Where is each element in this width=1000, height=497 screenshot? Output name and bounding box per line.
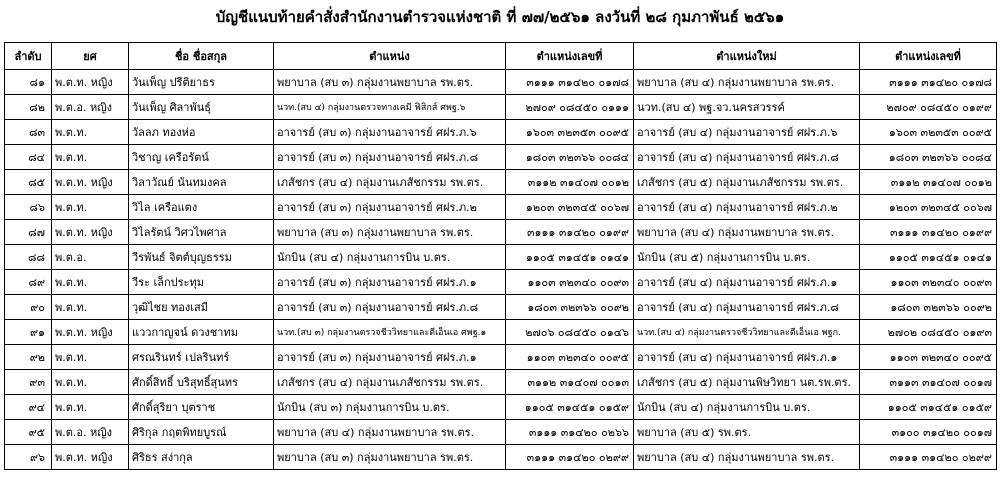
table-row bbox=[5, 395, 997, 420]
cell-new-position-number: ๒๗๐๒ ๐๘๔๕๐ ๐๑๙๓ bbox=[860, 320, 997, 345]
table-row bbox=[5, 170, 997, 195]
cell-position: พยาบาล (สบ ๓) กลุ่มงานพยาบาล รพ.ตร. bbox=[274, 220, 506, 245]
cell-name: วันเพ็ญ ศิลาพันธุ์ bbox=[129, 95, 274, 120]
cell-new-position-number: ๓๑๑๑ ๓๑๔๒๐ ๐๒๙๙ bbox=[860, 445, 997, 470]
cell-rank: พ.ต.ท. หญิง bbox=[52, 70, 129, 95]
cell-new-position: อาจารย์ (สบ ๔) กลุ่มงานอาจารย์ ศฝร.ภ.๘ bbox=[634, 295, 860, 320]
cell-new-position-number: ๒๗๐๙ ๐๘๔๕๐ ๐๑๙๙ bbox=[860, 95, 997, 120]
table-row bbox=[5, 445, 997, 470]
cell-order: ๘๕ bbox=[5, 170, 52, 195]
cell-position-number: ๓๑๑๑ ๓๑๔๒๐ ๐๑๗๘ bbox=[506, 70, 634, 95]
cell-position: อาจารย์ (สบ ๓) กลุ่มงานอาจารย์ ศฝร.ภ.๑ bbox=[274, 345, 506, 370]
cell-order: ๙๔ bbox=[5, 395, 52, 420]
cell-position-number: ๑๑๐๓ ๓๒๓๔๐ ๐๐๙๕ bbox=[506, 345, 634, 370]
table-row bbox=[5, 370, 997, 395]
cell-new-position: เภสัชกร (สบ ๕) กลุ่มงานเภสัชกรรม รพ.ตร. bbox=[634, 170, 860, 195]
table-row bbox=[5, 95, 997, 120]
cell-position-number: ๒๗๐๖ ๐๘๔๕๐ ๐๑๔๖ bbox=[506, 320, 634, 345]
cell-position: อาจารย์ (สบ ๓) กลุ่มงานอาจารย์ ศฝร.ภ.๒ bbox=[274, 195, 506, 220]
personnel-table bbox=[4, 42, 997, 470]
cell-name: แววกาญจน์ ดวงชาทม bbox=[129, 320, 274, 345]
cell-order: ๘๓ bbox=[5, 120, 52, 145]
document-title: บัญชีแนบท้ายคำสั่งสำนักงานตำรวจแห่งชาติ ที่ ๗๗/๒๕๖๑ ลงวันที่ ๒๘ กุมภาพันธ์ ๒๕๖๑ bbox=[215, 8, 785, 26]
cell-position: นวท.(สบ ๔) กลุ่มงานตรวจทางเคมี ฟิสิกส์ ศพฐ.๖ bbox=[274, 95, 506, 120]
cell-order: ๙๐ bbox=[5, 295, 52, 320]
cell-position: อาจารย์ (สบ ๓) กลุ่มงานอาจารย์ ศฝร.ภ.๘ bbox=[274, 295, 506, 320]
cell-position-number: ๑๑๐๓ ๓๒๓๔๐ ๐๐๙๓ bbox=[506, 270, 634, 295]
cell-new-position: อาจารย์ (สบ ๔) กลุ่มงานอาจารย์ ศฝร.ภ.๑ bbox=[634, 345, 860, 370]
cell-order: ๘๖ bbox=[5, 195, 52, 220]
cell-new-position: พยาบาล (สบ ๕) รพ.ตร. bbox=[634, 420, 860, 445]
cell-position: พยาบาล (สบ ๓) กลุ่มงานพยาบาล รพ.ตร. bbox=[274, 445, 506, 470]
cell-new-position-number: ๑๘๐๓ ๓๒๓๖๖ ๐๐๙๒ bbox=[860, 295, 997, 320]
cell-position-number: ๑๒๐๓ ๓๒๓๔๕ ๐๐๖๗ bbox=[506, 195, 634, 220]
cell-rank: พ.ต.ท. หญิง bbox=[52, 170, 129, 195]
table-row bbox=[5, 120, 997, 145]
cell-position: นักบิน (สบ ๔) กลุ่มงานการบิน บ.ตร. bbox=[274, 245, 506, 270]
cell-new-position: นักบิน (สบ ๔) กลุ่มงานการบิน บ.ตร. bbox=[634, 395, 860, 420]
cell-name: วิไล เครือแตง bbox=[129, 195, 274, 220]
cell-rank: พ.ต.ท. bbox=[52, 370, 129, 395]
cell-name: ศรณรินทร์ เปลรินทร์ bbox=[129, 345, 274, 370]
cell-new-position: เภสัชกร (สบ ๕) กลุ่มงานพิษวิทยา นต.รพ.ตร. bbox=[634, 370, 860, 395]
table-row bbox=[5, 245, 997, 270]
cell-rank: พ.ต.อ. หญิง bbox=[52, 95, 129, 120]
cell-position-number: ๓๑๑๑ ๓๑๔๒๐ ๐๑๙๙ bbox=[506, 220, 634, 245]
cell-order: ๘๗ bbox=[5, 220, 52, 245]
cell-position-number: ๓๑๑๑ ๓๑๔๒๐ ๐๒๙๙ bbox=[506, 445, 634, 470]
cell-rank: พ.ต.ท. bbox=[52, 145, 129, 170]
cell-order: ๙๑ bbox=[5, 320, 52, 345]
cell-rank: พ.ต.ท. bbox=[52, 395, 129, 420]
cell-position: นักบิน (สบ ๓) กลุ่มงานการบิน บ.ตร. bbox=[274, 395, 506, 420]
table-row bbox=[5, 320, 997, 345]
cell-order: ๘๘ bbox=[5, 245, 52, 270]
cell-new-position: นักบิน (สบ ๕) กลุ่มงานการบิน บ.ตร. bbox=[634, 245, 860, 270]
header-position-number: ตำแหน่งเลขที่ bbox=[506, 43, 634, 70]
cell-position-number: ๓๑๑๑ ๓๑๔๒๐ ๐๒๖๖ bbox=[506, 420, 634, 445]
cell-position: นวท.(สบ ๓) กลุ่มงานตรวจชีววิทยาและดีเอ็นเอ ศพฐ.๑ bbox=[274, 320, 506, 345]
cell-position-number: ๓๑๑๒ ๓๑๔๐๗ ๐๐๑๒ bbox=[506, 170, 634, 195]
cell-new-position: พยาบาล (สบ ๔) กลุ่มงานพยาบาล รพ.ตร. bbox=[634, 220, 860, 245]
header-new-position: ตำแหน่งใหม่ bbox=[634, 43, 860, 70]
cell-order: ๘๙ bbox=[5, 270, 52, 295]
table-row bbox=[5, 195, 997, 220]
cell-order: ๙๓ bbox=[5, 370, 52, 395]
table-row bbox=[5, 345, 997, 370]
cell-name: ศักดิ์สิทธิ์ บริสุทธิ์สุนทร bbox=[129, 370, 274, 395]
cell-new-position: อาจารย์ (สบ ๔) กลุ่มงานอาจารย์ ศฝร.ภ.๘ bbox=[634, 145, 860, 170]
cell-order: ๘๒ bbox=[5, 95, 52, 120]
cell-name: วีรพันธ์ จิตต์บุญธรรม bbox=[129, 245, 274, 270]
cell-name: วีระ เล็กประทุม bbox=[129, 270, 274, 295]
cell-rank: พ.ต.ท. หญิง bbox=[52, 320, 129, 345]
table-row bbox=[5, 220, 997, 245]
table-header-row bbox=[5, 43, 997, 70]
cell-new-position: นวท.(สบ ๔) กลุ่มงานตรวจชีววิทยาและดีเอ็นเอ พฐก. bbox=[634, 320, 860, 345]
cell-position: พยาบาล (สบ ๔) กลุ่มงานพยาบาล รพ.ตร. bbox=[274, 420, 506, 445]
cell-name: ศิริธร สง่ากุล bbox=[129, 445, 274, 470]
cell-rank: พ.ต.ท. bbox=[52, 120, 129, 145]
header-position: ตำแหน่ง bbox=[274, 43, 506, 70]
table-row bbox=[5, 70, 997, 95]
cell-position: อาจารย์ (สบ ๓) กลุ่มงานอาจารย์ ศฝร.ภ.๖ bbox=[274, 120, 506, 145]
cell-new-position-number: ๑๑๐๕ ๓๑๔๕๑ ๐๑๕๙ bbox=[860, 395, 997, 420]
cell-name: วันเพ็ญ ปรีติยาธร bbox=[129, 70, 274, 95]
cell-position: เภสัชกร (สบ ๔) กลุ่มงานเภสัชกรรม รพ.ตร. bbox=[274, 170, 506, 195]
cell-name: ศิริกุล กฤตพิทยบูรณ์ bbox=[129, 420, 274, 445]
header-name: ชื่อ ชื่อสกุล bbox=[129, 43, 274, 70]
cell-order: ๙๕ bbox=[5, 420, 52, 445]
cell-new-position-number: ๑๘๐๓ ๓๒๓๖๖ ๐๐๘๔ bbox=[860, 145, 997, 170]
cell-new-position: อาจารย์ (สบ ๔) กลุ่มงานอาจารย์ ศฝร.ภ.๖ bbox=[634, 120, 860, 145]
cell-rank: พ.ต.ท. หญิง bbox=[52, 445, 129, 470]
table-row bbox=[5, 295, 997, 320]
cell-new-position: พยาบาล (สบ ๔) กลุ่มงานพยาบาล รพ.ตร. bbox=[634, 70, 860, 95]
cell-new-position: อาจารย์ (สบ ๔) กลุ่มงานอาจารย์ ศฝร.ภ.๑ bbox=[634, 270, 860, 295]
table-row bbox=[5, 145, 997, 170]
cell-order: ๘๔ bbox=[5, 145, 52, 170]
cell-new-position-number: ๓๑๑๑ ๓๑๔๒๐ ๐๑๙๙ bbox=[860, 220, 997, 245]
cell-new-position-number: ๓๑๑๓ ๓๑๔๐๗ ๐๐๑๗ bbox=[860, 370, 997, 395]
cell-rank: พ.ต.อ. bbox=[52, 245, 129, 270]
cell-position: อาจารย์ (สบ ๓) กลุ่มงานอาจารย์ ศฝร.ภ.๘ bbox=[274, 145, 506, 170]
cell-position-number: ๑๖๐๓ ๓๒๓๕๓ ๐๐๙๕ bbox=[506, 120, 634, 145]
cell-rank: พ.ต.ท. bbox=[52, 345, 129, 370]
cell-new-position-number: ๓๑๐๐ ๓๑๔๒๐ ๐๐๑๗ bbox=[860, 420, 997, 445]
cell-name: ศักดิ์สุริยา บุตราช bbox=[129, 395, 274, 420]
cell-new-position-number: ๑๑๐๓ ๓๒๓๔๐ ๐๐๙๓ bbox=[860, 270, 997, 295]
cell-new-position-number: ๑๒๐๓ ๓๒๓๔๕ ๐๐๖๗ bbox=[860, 195, 997, 220]
table-row bbox=[5, 270, 997, 295]
cell-order: ๙๖ bbox=[5, 445, 52, 470]
cell-position: อาจารย์ (สบ ๓) กลุ่มงานอาจารย์ ศฝร.ภ.๑ bbox=[274, 270, 506, 295]
cell-position-number: ๑๘๐๓ ๓๒๓๖๖ ๐๐๘๔ bbox=[506, 145, 634, 170]
cell-new-position-number: ๑๑๐๕ ๓๑๔๕๑ ๐๑๔๑ bbox=[860, 245, 997, 270]
cell-new-position-number: ๑๖๐๓ ๓๒๓๕๓ ๐๐๙๕ bbox=[860, 120, 997, 145]
header-rank: ยศ bbox=[52, 43, 129, 70]
cell-order: ๙๒ bbox=[5, 345, 52, 370]
cell-position-number: ๒๗๐๙ ๐๘๔๕๐ ๐๑๑๑ bbox=[506, 95, 634, 120]
cell-rank: พ.ต.ท. bbox=[52, 295, 129, 320]
header-new-position-number: ตำแหน่งเลขที่ bbox=[860, 43, 997, 70]
cell-position: พยาบาล (สบ ๓) กลุ่มงานพยาบาล รพ.ตร. bbox=[274, 70, 506, 95]
cell-position-number: ๓๑๑๒ ๓๑๔๐๗ ๐๐๑๓ bbox=[506, 370, 634, 395]
cell-new-position-number: ๑๑๐๓ ๓๒๓๔๐ ๐๐๙๕ bbox=[860, 345, 997, 370]
cell-name: วุฒิไชย ทองเสมี bbox=[129, 295, 274, 320]
cell-name: วิชาญ เครือรัตน์ bbox=[129, 145, 274, 170]
cell-position-number: ๑๘๐๓ ๓๒๓๖๖ ๐๐๙๒ bbox=[506, 295, 634, 320]
cell-new-position: อาจารย์ (สบ ๔) กลุ่มงานอาจารย์ ศฝร.ภ.๒ bbox=[634, 195, 860, 220]
cell-rank: พ.ต.ท. bbox=[52, 270, 129, 295]
cell-position-number: ๑๑๐๕ ๓๑๔๕๑ ๐๑๔๑ bbox=[506, 245, 634, 270]
cell-position: เภสัชกร (สบ ๔) กลุ่มงานเภสัชกรรม รพ.ตร. bbox=[274, 370, 506, 395]
cell-position-number: ๑๑๐๕ ๓๑๔๕๑ ๐๑๕๙ bbox=[506, 395, 634, 420]
table-row bbox=[5, 420, 997, 445]
cell-new-position: นวท.(สบ ๔) พฐ.จว.นครสวรรค์ bbox=[634, 95, 860, 120]
cell-new-position-number: ๓๑๑๒ ๓๑๔๐๗ ๐๐๑๒ bbox=[860, 170, 997, 195]
cell-new-position-number: ๓๑๑๑ ๓๑๔๒๐ ๐๑๗๘ bbox=[860, 70, 997, 95]
cell-name: วัลลภ ทองห่อ bbox=[129, 120, 274, 145]
cell-rank: พ.ต.อ. หญิง bbox=[52, 420, 129, 445]
header-order: ลำดับ bbox=[5, 43, 52, 70]
cell-order: ๘๑ bbox=[5, 70, 52, 95]
cell-name: วิลาวัณย์ นันทมงคล bbox=[129, 170, 274, 195]
cell-new-position: พยาบาล (สบ ๔) กลุ่มงานพยาบาล รพ.ตร. bbox=[634, 445, 860, 470]
cell-rank: พ.ต.ท. หญิง bbox=[52, 220, 129, 245]
cell-rank: พ.ต.ท. bbox=[52, 195, 129, 220]
cell-name: วิไลรัตน์ วิศวไพศาล bbox=[129, 220, 274, 245]
